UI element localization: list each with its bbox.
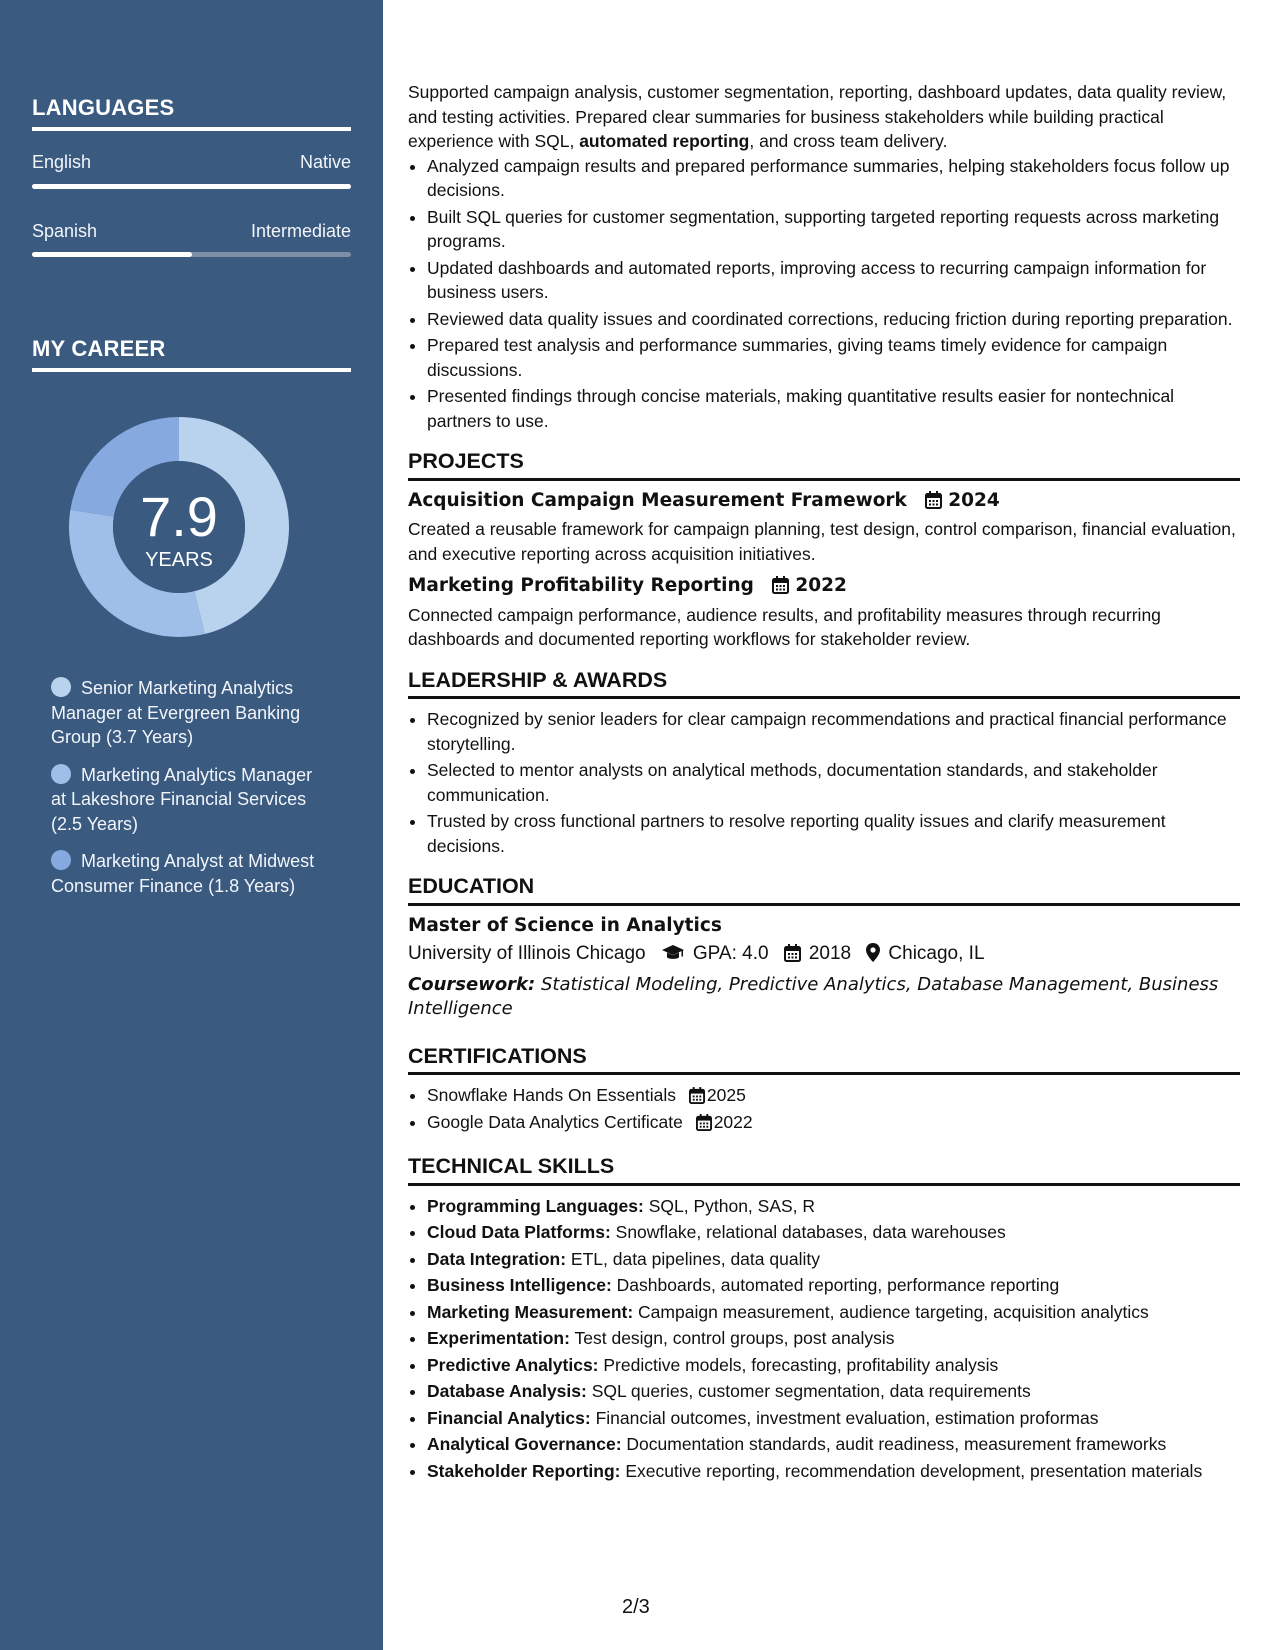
project-year: 2022 [795, 575, 847, 596]
list-item: • Presented findings through concise materials, making quantitative results easier for nontechnical partners to use. [427, 384, 1240, 433]
skill-value: Dashboards, automated reporting, performance reporting [611, 1275, 1060, 1295]
career-item [51, 849, 331, 898]
skill-item [427, 1459, 1240, 1484]
career-list [51, 676, 331, 911]
language-bar-english [32, 184, 351, 189]
list-item [427, 1083, 1240, 1108]
language-bar-spanish [32, 252, 351, 257]
school-name: University of Illinois Chicago [408, 943, 646, 964]
skill-value: SQL, Python, SAS, R [643, 1195, 816, 1216]
experience-summary [408, 80, 1240, 154]
project-item [408, 574, 1240, 652]
list-item: • Analyzed campaign results and prepared performance summaries, helping stakeholders focus follow up decisions. [427, 154, 1240, 203]
summary-bold: automated reporting [579, 131, 750, 151]
skill-item [427, 1194, 1240, 1219]
project-year: 2024 [948, 489, 1000, 511]
skill-label: Cloud Data Platforms: [427, 1222, 611, 1242]
skill-value: Predictive models, forecasting, profitability analysis [598, 1354, 999, 1375]
legend-dot [51, 677, 71, 697]
page-number: 2/3 [622, 1596, 650, 1618]
language-name: English [32, 152, 92, 172]
graduation-cap-icon [661, 944, 685, 962]
project-title: Acquisition Campaign Measurement Framework [408, 489, 907, 511]
summary-text: Supported campaign analysis, customer segmentation, reporting, dashboard updates, data quality review, and testing activities. Prepared clear summaries for business stakeholders while building practical experience with SQL, [408, 82, 1227, 151]
list-item [427, 1110, 1240, 1135]
main-content [408, 80, 1240, 1485]
skill-label: Predictive Analytics: [427, 1354, 599, 1375]
language-level: Native [299, 152, 351, 172]
project-title-line [408, 489, 1240, 514]
list-item: • Recognized by senior leaders for clear campaign recommendations and practical financial performance storytelling. [427, 707, 1240, 756]
years-label: YEARS [145, 549, 213, 571]
career-item-text: Marketing Analytics Manager at Lakeshore Financial Services (2.5 Years) [51, 764, 313, 834]
language-bar-fill [32, 184, 351, 189]
sidebar [0, 0, 383, 1650]
project-title-line [408, 574, 1240, 599]
skill-value: SQL queries, customer segmentation, data requirements [586, 1381, 1031, 1401]
map-pin-icon [866, 943, 880, 962]
career-item [51, 763, 331, 837]
project-description: Connected campaign performance, audience results, and profitability measures through recurring dashboards and documented reporting workflows for stakeholder review. [408, 604, 1161, 649]
coursework-list: Statistical Modeling, Predictive Analytics, Database Management, Business Intelligence [408, 973, 1219, 1019]
skill-label: Marketing Measurement: [427, 1301, 634, 1322]
skill-value: Test design, control groups, post analysis [569, 1328, 895, 1348]
certification-year: 2025 [706, 1085, 746, 1105]
project-title: Marketing Profitability Reporting [408, 575, 754, 596]
skills-list [408, 1194, 1240, 1484]
projects-heading: PROJECTS [408, 449, 1240, 481]
language-row-english [32, 152, 351, 173]
skill-label: Experimentation: [427, 1328, 570, 1348]
skill-value: Financial outcomes, investment evaluation, estimation proformas [590, 1407, 1099, 1428]
certification-name: Google Data Analytics Certificate [427, 1111, 683, 1132]
language-name: Spanish [32, 221, 98, 241]
skill-item [427, 1273, 1240, 1298]
skill-item [427, 1326, 1240, 1351]
certifications-list [408, 1083, 1240, 1134]
skill-item [427, 1406, 1240, 1431]
skill-item [427, 1353, 1240, 1378]
legend-dot [51, 850, 71, 870]
certifications-heading: CERTIFICATIONS [408, 1044, 1240, 1076]
skill-item [427, 1247, 1240, 1272]
language-level: Intermediate [250, 221, 351, 241]
language-bar-fill [32, 252, 192, 257]
skill-value: Campaign measurement, audience targeting, acquisition analytics [633, 1301, 1149, 1322]
skill-label: Data Integration: [427, 1248, 567, 1269]
career-heading: MY CAREER [32, 336, 351, 372]
graduation-year: 2018 [808, 943, 852, 964]
experience-bullets [408, 154, 1240, 434]
calendar-icon [689, 1087, 705, 1104]
list-item: • Reviewed data quality issues and coordinated corrections, reducing friction during reporting preparation. [427, 307, 1240, 332]
skill-value: Documentation standards, audit readiness, measurement frameworks [621, 1434, 1167, 1454]
leadership-list [408, 707, 1240, 858]
skill-label: Stakeholder Reporting: [427, 1460, 621, 1481]
degree-title: Master of Science in Analytics [408, 914, 722, 936]
project-item [408, 489, 1240, 567]
career-item-text: Marketing Analyst at Midwest Consumer Finance (1.8 Years) [51, 851, 315, 896]
career-item-text: Senior Marketing Analytics Manager at Evergreen Banking Group (3.7 Years) [51, 678, 301, 747]
coursework [408, 973, 1240, 1022]
skill-label: Financial Analytics: [427, 1407, 591, 1428]
languages-heading: LANGUAGES [32, 95, 351, 131]
total-years: 7.9 [140, 485, 218, 548]
skill-label: Database Analysis: [427, 1381, 587, 1401]
skill-value: ETL, data pipelines, data quality [566, 1248, 820, 1269]
list-item: • Built SQL queries for customer segmentation, supporting targeted reporting requests across marketing programs. [427, 205, 1240, 254]
calendar-icon [696, 1114, 712, 1131]
education-details [408, 942, 1240, 967]
skill-item [427, 1432, 1240, 1457]
calendar-icon [784, 944, 801, 962]
skill-label: Analytical Governance: [427, 1434, 622, 1454]
project-description: Created a reusable framework for campaign planning, test design, control comparison, financial evaluation, and executive reporting across acquisition initiatives. [408, 519, 1236, 564]
skill-label: Programming Languages: [427, 1195, 644, 1216]
calendar-icon [925, 491, 942, 509]
skills-heading: TECHNICAL SKILLS [408, 1154, 1240, 1186]
language-row-spanish [32, 221, 351, 242]
education-heading: EDUCATION [408, 874, 1240, 906]
skill-item [427, 1379, 1240, 1404]
coursework-label: Coursework: [408, 973, 536, 995]
calendar-icon [772, 576, 789, 594]
skill-item [427, 1300, 1240, 1325]
skill-value: Snowflake, relational databases, data warehouses [610, 1222, 1006, 1242]
certification-year: 2022 [713, 1111, 753, 1132]
legend-dot [51, 764, 71, 784]
skill-item [427, 1220, 1240, 1245]
list-item: • Prepared test analysis and performance summaries, giving teams timely evidence for campaign discussions. [427, 333, 1240, 382]
skill-label: Business Intelligence: [427, 1275, 612, 1295]
gpa: GPA: 4.0 [692, 943, 769, 964]
school-location: Chicago, IL [888, 943, 985, 964]
skill-value: Executive reporting, recommendation development, presentation materials [620, 1460, 1203, 1481]
career-donut [66, 414, 292, 640]
summary-text-end: , and cross team delivery. [749, 131, 948, 151]
certification-name: Snowflake Hands On Essentials [427, 1085, 677, 1105]
list-item: • Updated dashboards and automated reports, improving access to recurring campaign information for business users. [427, 256, 1240, 305]
career-item [51, 676, 331, 750]
list-item: • Trusted by cross functional partners to resolve reporting quality issues and clarify measurement decisions. [427, 809, 1240, 858]
leadership-heading: LEADERSHIP & AWARDS [408, 668, 1240, 700]
list-item: • Selected to mentor analysts on analytical methods, documentation standards, and stakeholder communication. [427, 758, 1240, 807]
